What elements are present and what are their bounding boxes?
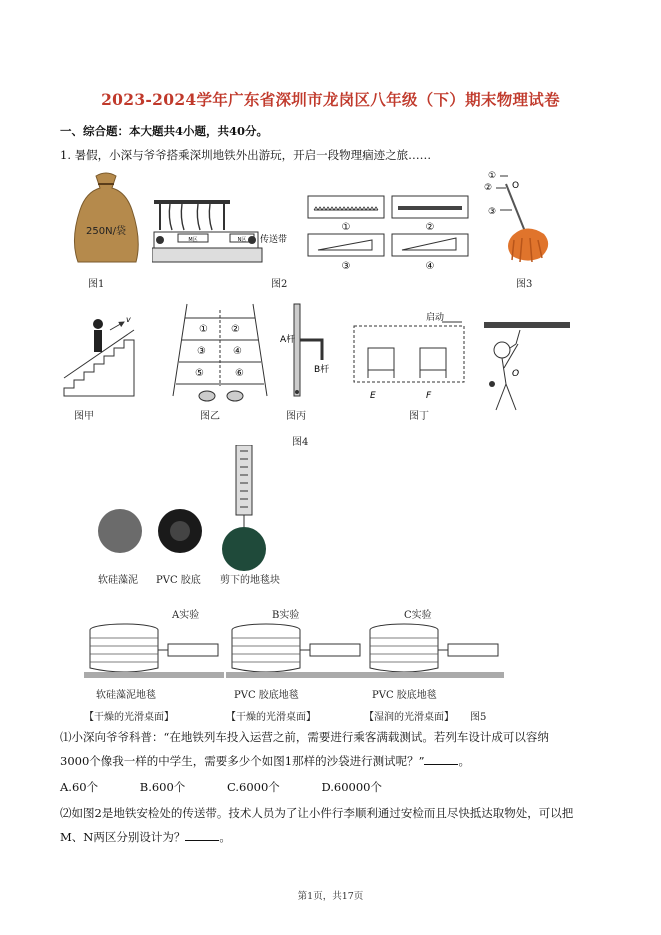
svg-text:②: ② bbox=[425, 222, 435, 233]
svg-text:①: ① bbox=[341, 222, 351, 233]
svg-text:③: ③ bbox=[197, 346, 206, 357]
svg-text:④: ④ bbox=[233, 346, 242, 357]
fig2-conveyor bbox=[152, 196, 302, 266]
svg-text:O: O bbox=[512, 181, 520, 191]
fig-yi-caption: 图乙 bbox=[200, 411, 220, 422]
mat3-label: 剪下的地毯块 bbox=[220, 575, 280, 586]
option-b[interactable]: B.600个 bbox=[139, 780, 186, 794]
svg-text:A杆: A杆 bbox=[280, 335, 296, 345]
option-d[interactable]: D.60000个 bbox=[321, 780, 382, 794]
page-title: 2023-2024学年广东省深圳市龙岗区八年级（下）期末物理试卷 bbox=[101, 90, 560, 109]
fig3-mop bbox=[482, 168, 562, 268]
answer-blank-2[interactable] bbox=[185, 828, 219, 841]
page-footer: 第1页，共17页 bbox=[297, 891, 364, 902]
fig-jia-caption: 图甲 bbox=[74, 411, 94, 422]
svg-text:N区: N区 bbox=[237, 237, 247, 243]
exp-b-surface: 【干燥的光滑桌面】 bbox=[226, 712, 316, 723]
fig1-sandbag bbox=[66, 170, 146, 270]
mat1-label: 软硅藻泥 bbox=[98, 575, 138, 586]
svg-text:传送带: 传送带 bbox=[260, 235, 288, 245]
svg-text:B杆: B杆 bbox=[314, 365, 330, 375]
exp-c-material: PVC 胶底地毯 bbox=[372, 690, 437, 701]
svg-text:F: F bbox=[426, 391, 432, 401]
q1-1-options bbox=[60, 777, 620, 797]
svg-text:④: ④ bbox=[425, 261, 435, 272]
fig1-caption: 图1 bbox=[88, 279, 105, 290]
fig3-caption: 图3 bbox=[516, 279, 533, 290]
fig5-caption: 图5 bbox=[470, 712, 487, 723]
fig2-options bbox=[306, 194, 476, 274]
mat2-label: PVC 胶底 bbox=[156, 575, 201, 586]
svg-text:启动: 启动 bbox=[426, 313, 445, 323]
bag-label: 250N/袋 bbox=[86, 226, 126, 237]
fig4-caption: 图4 bbox=[292, 437, 309, 448]
option-a[interactable]: A.60个 bbox=[60, 780, 99, 794]
exp-a-surface: 【干燥的光滑桌面】 bbox=[84, 712, 174, 723]
svg-text:M区: M区 bbox=[188, 237, 198, 243]
fig4-passenger bbox=[482, 320, 574, 416]
q1-2-line2: M、N两区分别设计为？ 。 bbox=[60, 830, 231, 844]
q1-2-line1: ⑵如图2是地铁安检处的传送带。技术人员为了让小件行李顺利通过安检而且尽快抵达取物处，可以把 bbox=[60, 806, 574, 820]
svg-text:②: ② bbox=[484, 183, 493, 193]
svg-text:v: v bbox=[126, 315, 131, 324]
fig2-caption: 图2 bbox=[271, 279, 288, 290]
exp-a-apparatus bbox=[84, 616, 224, 680]
svg-text:③: ③ bbox=[488, 207, 497, 217]
svg-text:⑥: ⑥ bbox=[235, 368, 244, 379]
svg-text:⑤: ⑤ bbox=[195, 368, 204, 379]
exp-c-apparatus bbox=[364, 616, 504, 680]
exp-a-label: A实验 bbox=[172, 610, 200, 621]
answer-blank-1[interactable] bbox=[424, 752, 458, 765]
exp-b-label: B实验 bbox=[272, 610, 300, 621]
fig4-track-grid bbox=[165, 296, 275, 406]
option-c[interactable]: C.6000个 bbox=[226, 780, 280, 794]
exp-b-apparatus bbox=[226, 616, 366, 680]
exp-c-label: C实验 bbox=[404, 610, 432, 621]
svg-text:O: O bbox=[512, 369, 520, 379]
svg-text:②: ② bbox=[231, 324, 240, 335]
fig4-pole bbox=[272, 300, 342, 400]
fig5-materials bbox=[96, 445, 286, 575]
fig-ding-caption: 图丁 bbox=[409, 411, 429, 422]
q1-1-line2: 3000个像我一样的中学生，需要多少个如图1那样的沙袋进行测试呢？” 。 bbox=[60, 754, 470, 768]
fig4-train-seats bbox=[350, 308, 470, 404]
q1-1-line1: ⑴小深向爷爷科普：“在地铁列车投入运营之前，需要进行乘客满载测试。若列车设计成可以容纳 bbox=[60, 730, 549, 744]
svg-text:①: ① bbox=[199, 324, 208, 335]
exp-a-material: 软硅藻泥地毯 bbox=[96, 690, 156, 701]
section-heading: 一、综合题：本大题共4小题，共40分。 bbox=[60, 124, 269, 138]
svg-text:①: ① bbox=[488, 171, 497, 181]
question-1-intro: 1. 暑假，小深与爷爷搭乘深圳地铁外出游玩，开启一段物理痼迹之旅…… bbox=[60, 148, 432, 162]
exp-b-material: PVC 胶底地毯 bbox=[234, 690, 299, 701]
svg-text:③: ③ bbox=[341, 261, 351, 272]
fig4-escalator bbox=[60, 300, 170, 400]
svg-text:E: E bbox=[370, 391, 376, 401]
exp-c-surface: 【湿润的光滑桌面】 bbox=[364, 712, 454, 723]
fig-bing-caption: 图丙 bbox=[286, 411, 306, 422]
